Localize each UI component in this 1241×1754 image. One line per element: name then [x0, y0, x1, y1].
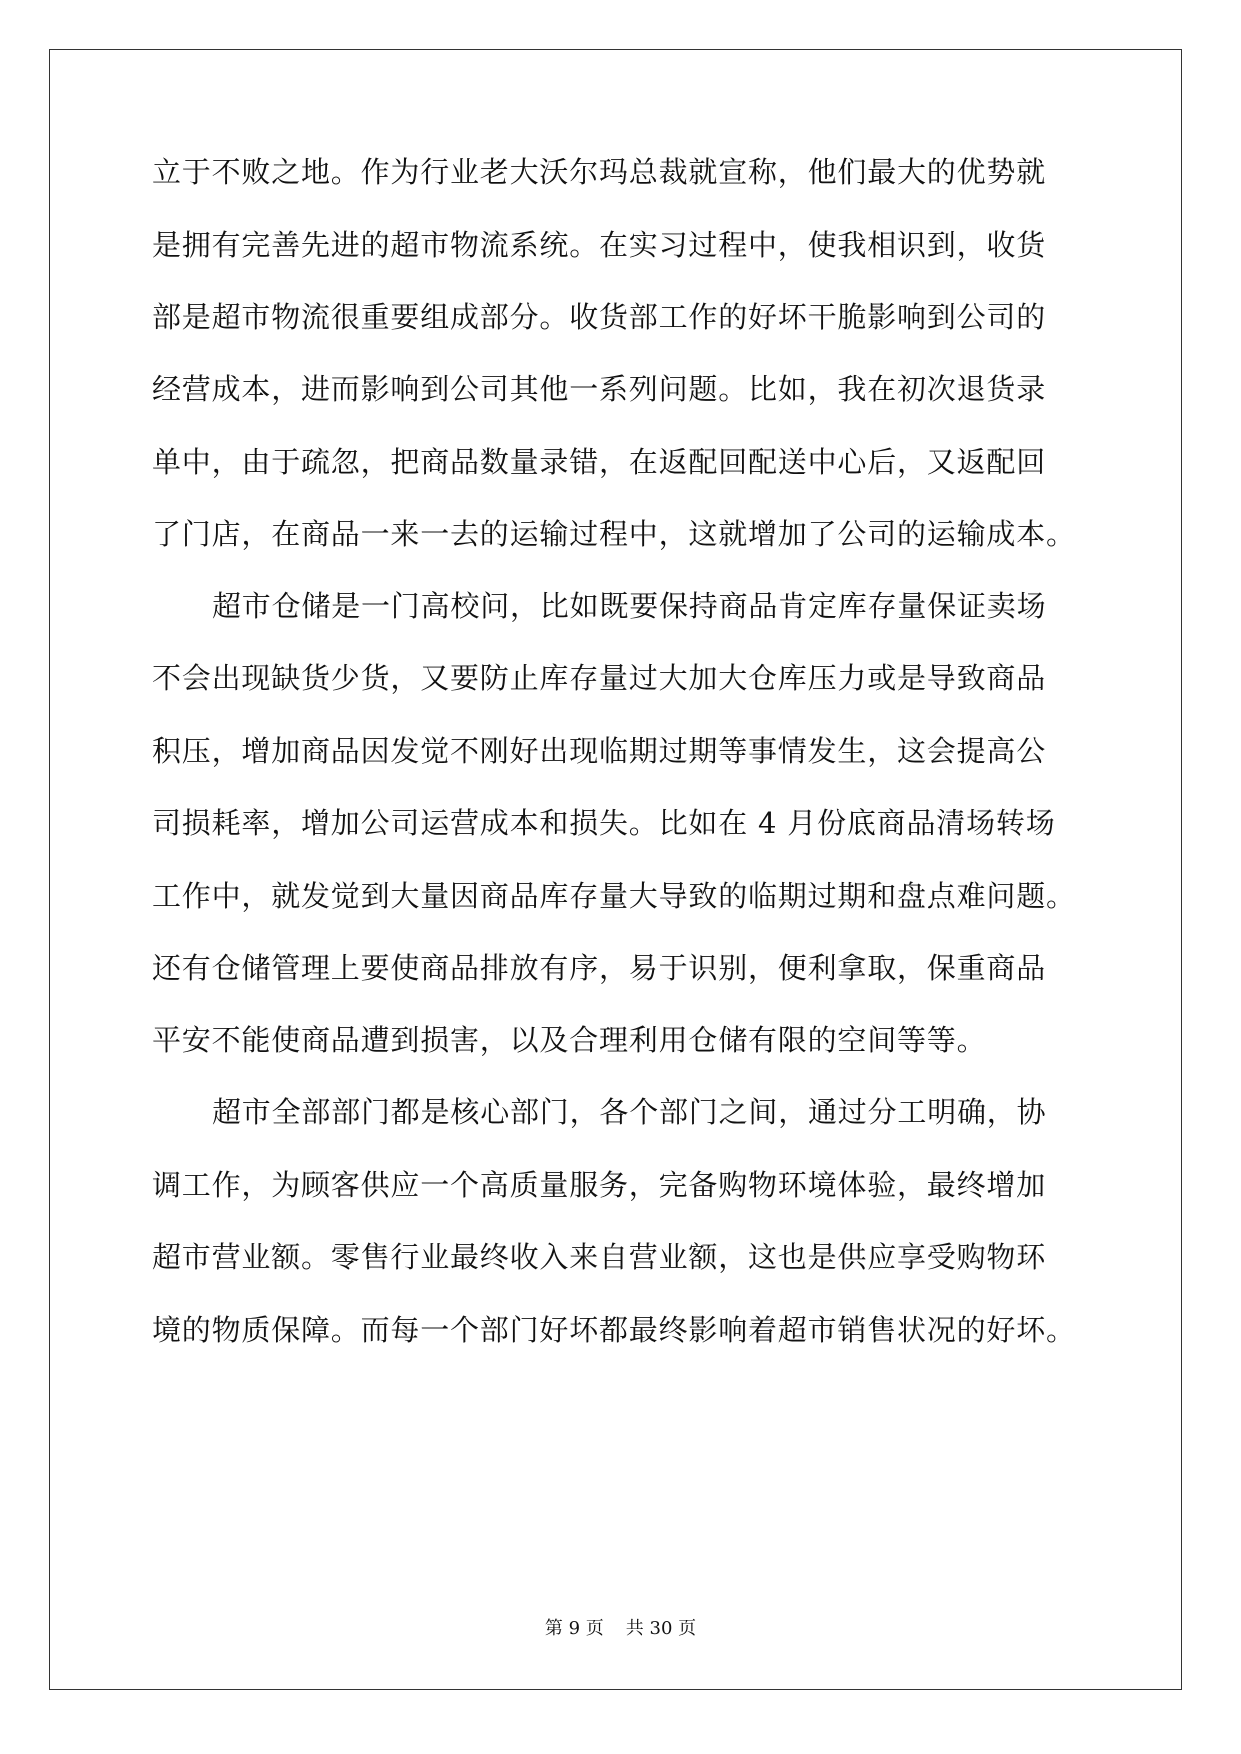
page-total: 共 30 页	[625, 1618, 697, 1639]
text-line: 单中，由于疏忽，把商品数量录错，在返配回配送中心后，又返配回	[152, 445, 1047, 479]
text-line-paragraph-start: 超市全部部门都是核心部门，各个部门之间，通过分工明确，协	[212, 1095, 1047, 1129]
text-line: 了门店，在商品一来一去的运输过程中，这就增加了公司的运输成本。	[152, 517, 1076, 551]
text-line: 超市营业额。零售行业最终收入来自营业额，这也是供应享受购物环	[152, 1240, 1047, 1274]
text-line: 司损耗率，增加公司运营成本和损失。比如在 4 月份底商品清场转场	[152, 806, 1056, 840]
text-line: 是拥有完善先进的超市物流系统。在实习过程中，使我相识到，收货	[152, 228, 1047, 262]
text-line: 境的物质保障。而每一个部门好坏都最终影响着超市销售状况的好坏。	[152, 1313, 1076, 1347]
text-line: 平安不能使商品遭到损害，以及合理利用仓储有限的空间等等。	[152, 1023, 987, 1057]
text-line: 积压，增加商品因发觉不刚好出现临期过期等事情发生，这会提高公	[152, 734, 1047, 768]
text-line: 不会出现缺货少货，又要防止库存量过大加大仓库压力或是导致商品	[152, 661, 1047, 695]
page-border	[49, 49, 1182, 1690]
text-line: 调工作，为顾客供应一个高质量服务，完备购物环境体验，最终增加	[152, 1168, 1047, 1202]
text-line: 还有仓储管理上要使商品排放有序，易于识别，便利拿取，保重商品	[152, 951, 1047, 985]
text-line: 工作中，就发觉到大量因商品库存量大导致的临期过期和盘点难问题。	[152, 879, 1076, 913]
page-number: 第 9 页	[544, 1618, 604, 1639]
page-footer	[0, 1617, 1241, 1641]
text-line: 经营成本，进而影响到公司其他一系列问题。比如，我在初次退货录	[152, 372, 1047, 406]
text-line: 立于不败之地。作为行业老大沃尔玛总裁就宣称，他们最大的优势就	[152, 155, 1047, 189]
text-line: 部是超市物流很重要组成部分。收货部工作的好坏干脆影响到公司的	[152, 300, 1047, 334]
text-line-paragraph-start: 超市仓储是一门高校问，比如既要保持商品肯定库存量保证卖场	[212, 589, 1047, 623]
